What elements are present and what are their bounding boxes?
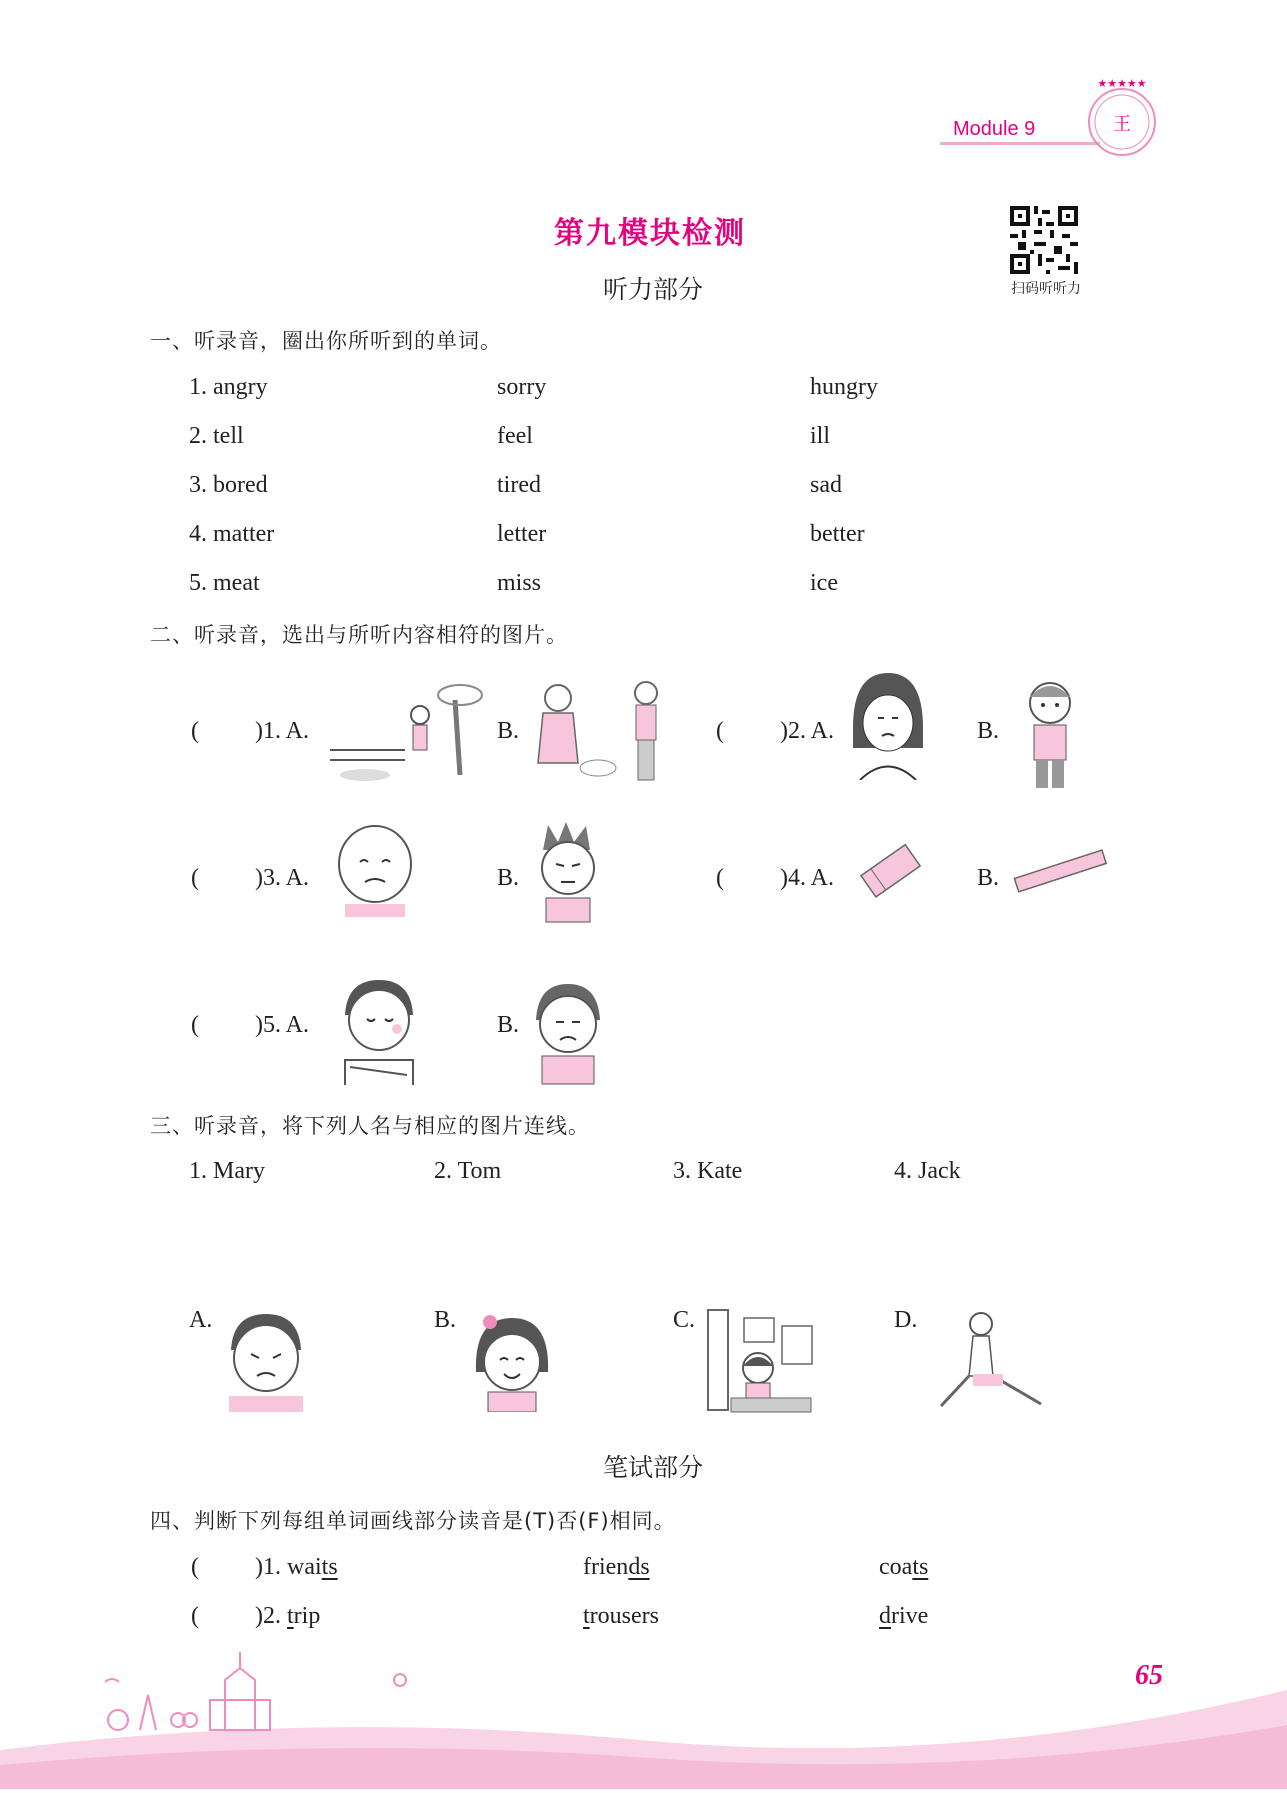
s3-picture-c[interactable] xyxy=(706,1308,816,1415)
s2-q1-b-picture[interactable] xyxy=(528,678,670,786)
s3-letter-c: C. xyxy=(673,1307,696,1333)
s2-q3-b-picture[interactable] xyxy=(528,820,608,925)
s1-r5-c1: 5. meat xyxy=(189,570,260,596)
listening-heading: 听力部分 xyxy=(602,275,703,304)
s2-q5-label: )5. A. xyxy=(255,1012,309,1038)
writing-heading: 笔试部分 xyxy=(602,1453,703,1482)
s1-r4-c3: better xyxy=(810,521,865,547)
page-title: 第九模块检测 xyxy=(554,216,746,251)
s4-q1-w2-underlined: ds xyxy=(628,1554,650,1580)
s1-r4-c2: letter xyxy=(497,521,547,547)
s3-letter-d: D. xyxy=(894,1307,918,1333)
s4-q2-number: )2. xyxy=(255,1603,287,1629)
s3-name-3: 3. Kate xyxy=(673,1158,743,1184)
s4-q1-number: )1. xyxy=(255,1554,287,1580)
s1-r3-c1: 3. bored xyxy=(189,472,268,498)
s4-q2-w2-underlined: t xyxy=(583,1603,590,1629)
s4-q2-w3-underlined: d xyxy=(879,1603,891,1629)
s2-q4-b-picture[interactable] xyxy=(1010,840,1110,900)
s1-r2-c2: feel xyxy=(497,423,533,449)
s2-q3-paren: ( xyxy=(191,865,199,891)
s1-r5-c2: miss xyxy=(497,570,542,596)
svg-text:王: 王 xyxy=(1113,114,1131,135)
s4-q1-paren: ( xyxy=(191,1554,199,1580)
s2-q4-a-picture[interactable] xyxy=(855,838,925,903)
section1-title: 一、听录音，圈出你所听到的单词。 xyxy=(150,329,502,353)
s2-q2-paren: ( xyxy=(716,718,724,744)
s1-r2-c1: 2. tell xyxy=(189,423,244,449)
s4-q1-word1 xyxy=(255,1554,338,1581)
page-number: 65 xyxy=(1135,1660,1163,1691)
s2-q4-label: )4. A. xyxy=(780,865,834,891)
s2-q2-b-picture[interactable] xyxy=(1012,675,1090,795)
s4-q1-w3-pre: coa xyxy=(879,1554,913,1580)
s4-q1-w1-underlined: ts xyxy=(321,1554,338,1580)
s4-q2-w3-post: rive xyxy=(891,1603,929,1629)
s4-q1-word3 xyxy=(879,1554,928,1581)
s3-picture-b[interactable] xyxy=(468,1312,556,1412)
s4-q1-word2 xyxy=(583,1554,650,1581)
s2-q3-a-picture[interactable] xyxy=(330,822,420,917)
s2-q1-paren: ( xyxy=(191,718,199,744)
s3-letter-a: A. xyxy=(189,1307,213,1333)
s2-q2-a-picture[interactable] xyxy=(848,668,928,780)
s1-r2-c3: ill xyxy=(810,423,831,449)
section4-title: 四、判断下列每组单词画线部分读音是(T)否(F)相同。 xyxy=(150,1509,676,1533)
s2-q5-b-picture[interactable] xyxy=(528,980,608,1085)
s1-r3-c2: tired xyxy=(497,472,541,498)
s2-q3-b-letter: B. xyxy=(497,865,520,891)
s2-q4-b-letter: B. xyxy=(977,865,1000,891)
section2-title: 二、听录音，选出与所听内容相符的图片。 xyxy=(150,623,568,647)
s2-q5-b-letter: B. xyxy=(497,1012,520,1038)
s3-name-1: 1. Mary xyxy=(189,1158,265,1184)
s4-q2-paren: ( xyxy=(191,1603,199,1629)
s4-q2-w2-post: rousers xyxy=(589,1603,659,1629)
module-label: Module 9 xyxy=(953,118,1036,140)
s1-r3-c3: sad xyxy=(810,472,842,498)
s4-q1-w3-underlined: ts xyxy=(912,1554,929,1580)
s1-r1-c2: sorry xyxy=(497,374,547,400)
s4-q2-w1-post: rip xyxy=(293,1603,321,1629)
s1-r1-c3: hungry xyxy=(810,374,878,400)
qr-caption: 扫码听听力 xyxy=(1011,281,1081,297)
section3-title: 三、听录音，将下列人名与相应的图片连线。 xyxy=(150,1114,590,1138)
s3-letter-b: B. xyxy=(434,1307,457,1333)
s4-q2-word1 xyxy=(255,1603,320,1630)
s2-q3-label: )3. A. xyxy=(255,865,309,891)
s2-q2-b-letter: B. xyxy=(977,718,1000,744)
s2-q5-a-picture[interactable] xyxy=(335,975,423,1085)
qr-code-icon[interactable] xyxy=(1010,206,1078,274)
header-rule xyxy=(940,142,1100,145)
brand-seal-icon xyxy=(1082,78,1162,158)
s2-q2-label: )2. A. xyxy=(780,718,834,744)
s4-q2-w1-underlined: t xyxy=(287,1603,294,1629)
s1-r5-c3: ice xyxy=(810,570,838,596)
s2-q4-paren: ( xyxy=(716,865,724,891)
footer-wave xyxy=(0,1640,1287,1789)
s2-q1-label: )1. A. xyxy=(255,718,309,744)
s4-q1-w1-pre: wai xyxy=(287,1554,322,1580)
s1-r4-c1: 4. matter xyxy=(189,521,275,547)
s3-name-2: 2. Tom xyxy=(434,1158,502,1184)
s3-name-4: 4. Jack xyxy=(894,1158,961,1184)
s3-picture-d[interactable] xyxy=(933,1308,1048,1416)
s4-q1-w2-pre: frien xyxy=(583,1554,629,1580)
s4-q2-word3 xyxy=(879,1603,928,1630)
s3-picture-a[interactable] xyxy=(225,1310,307,1412)
s2-q5-paren: ( xyxy=(191,1012,199,1038)
svg-text:★★★★★: ★★★★★ xyxy=(1097,78,1147,90)
s4-q2-word2 xyxy=(583,1603,659,1630)
s2-q1-a-picture[interactable] xyxy=(325,680,490,785)
s1-r1-c1: 1. angry xyxy=(189,374,268,400)
s2-q1-b-letter: B. xyxy=(497,718,520,744)
